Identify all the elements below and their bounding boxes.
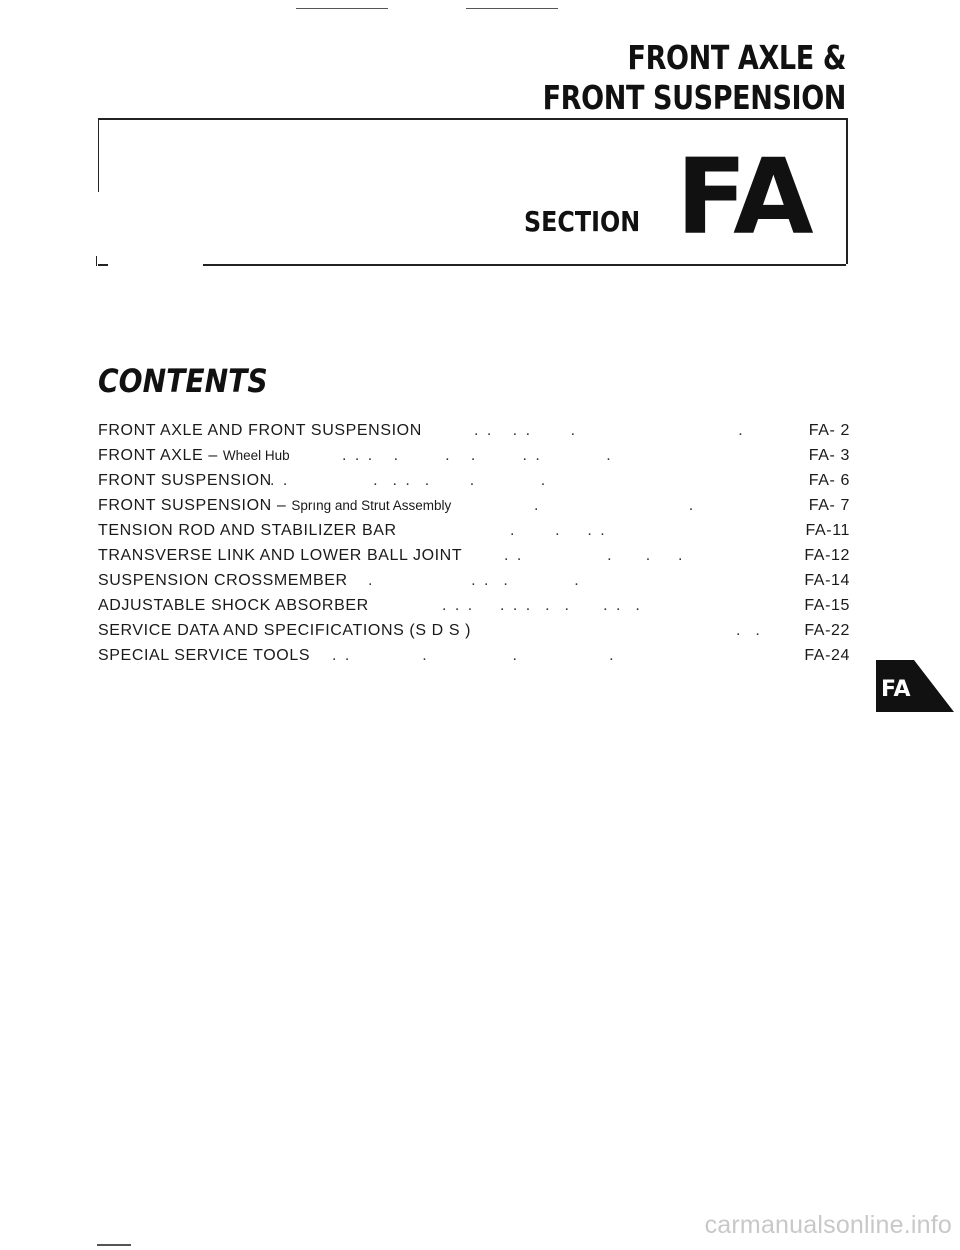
toc-entry-title: ADJUSTABLE SHOCK ABSORBER <box>98 597 369 614</box>
toc-entry-page: FA- 6 <box>808 472 850 489</box>
toc-entry[interactable]: ADJUSTABLE SHOCK ABSORBER . . . . . . . . . . . FA-15 <box>98 593 850 618</box>
toc-entry-page: FA-15 <box>804 597 850 614</box>
toc-entry[interactable]: TENSION ROD AND STABILIZER BAR . . . . FA-11 <box>98 518 850 543</box>
toc-entry-subtitle: Wheel Hub <box>222 448 290 463</box>
toc-entry-title: SUSPENSION CROSSMEMBER <box>98 572 348 589</box>
toc-entry[interactable]: FRONT AXLE AND FRONT SUSPENSION . . . . . . FA- 2 <box>98 418 850 443</box>
toc-entry-page: FA-24 <box>804 647 850 664</box>
toc-entry[interactable]: FRONT SUSPENSION – Sprıng and Strut Assembly . . FA- 7 <box>98 493 850 518</box>
title-line-2: FRONT SUSPENSION <box>542 78 846 117</box>
toc-entry-page: FA-22 <box>804 622 850 639</box>
toc-entry[interactable]: FRONT SUSPENSION . . . . . . . . FA- 6 <box>98 468 850 493</box>
contents-heading: CONTENTS <box>98 362 268 400</box>
toc-entry-title: FRONT AXLE AND FRONT SUSPENSION <box>98 422 422 439</box>
toc-entry-page: FA-12 <box>804 547 850 564</box>
section-code: FA <box>676 136 812 258</box>
toc-entry[interactable]: SERVICE DATA AND SPECIFICATIONS (S D S ) . . FA-22 <box>98 618 850 643</box>
toc-entry-title: FRONT SUSPENSION <box>98 472 272 489</box>
toc-entry-title: TENSION ROD AND STABILIZER BAR <box>98 522 397 539</box>
toc-entry-title: FRONT AXLE – <box>98 447 223 464</box>
section-label: SECTION <box>524 205 641 238</box>
toc-entry-page: FA- 7 <box>808 497 850 514</box>
scan-line <box>296 8 388 9</box>
toc-entry-title: SERVICE DATA AND SPECIFICATIONS (S D S ) <box>98 622 472 639</box>
tab-label: FA <box>881 677 911 702</box>
toc-entry-subtitle: Sprıng and Strut Assembly <box>291 498 452 513</box>
toc-entry-title: TRANSVERSE LINK AND LOWER BALL JOINT <box>98 547 463 564</box>
footer-mark <box>97 1244 131 1246</box>
title-line-1: FRONT AXLE & <box>627 38 846 77</box>
toc-entry[interactable]: FRONT AXLE – Wheel Hub . . . . . . . . . FA- 3 <box>98 443 850 468</box>
toc-entry[interactable]: TRANSVERSE LINK AND LOWER BALL JOINT . . . . . FA-12 <box>98 543 850 568</box>
toc-entry-page: FA- 3 <box>808 447 850 464</box>
toc-entry[interactable]: SUSPENSION CROSSMEMBER . . . . . FA-14 <box>98 568 850 593</box>
toc-entry[interactable]: SPECIAL SERVICE TOOLS . . . . . FA-24 <box>98 643 850 668</box>
section-tab-marker[interactable] <box>872 658 956 714</box>
toc-entry-title: SPECIAL SERVICE TOOLS <box>98 647 311 664</box>
toc-entry-page: FA- 2 <box>808 422 850 439</box>
toc-entry-title: FRONT SUSPENSION – <box>98 497 292 514</box>
scan-line <box>466 8 558 9</box>
page-title <box>543 38 846 118</box>
toc-entry-page: FA-14 <box>804 572 850 589</box>
toc-entry-page: FA-11 <box>805 522 850 539</box>
watermark: carmanualsonline.info <box>704 1211 952 1239</box>
table-of-contents <box>98 418 850 668</box>
